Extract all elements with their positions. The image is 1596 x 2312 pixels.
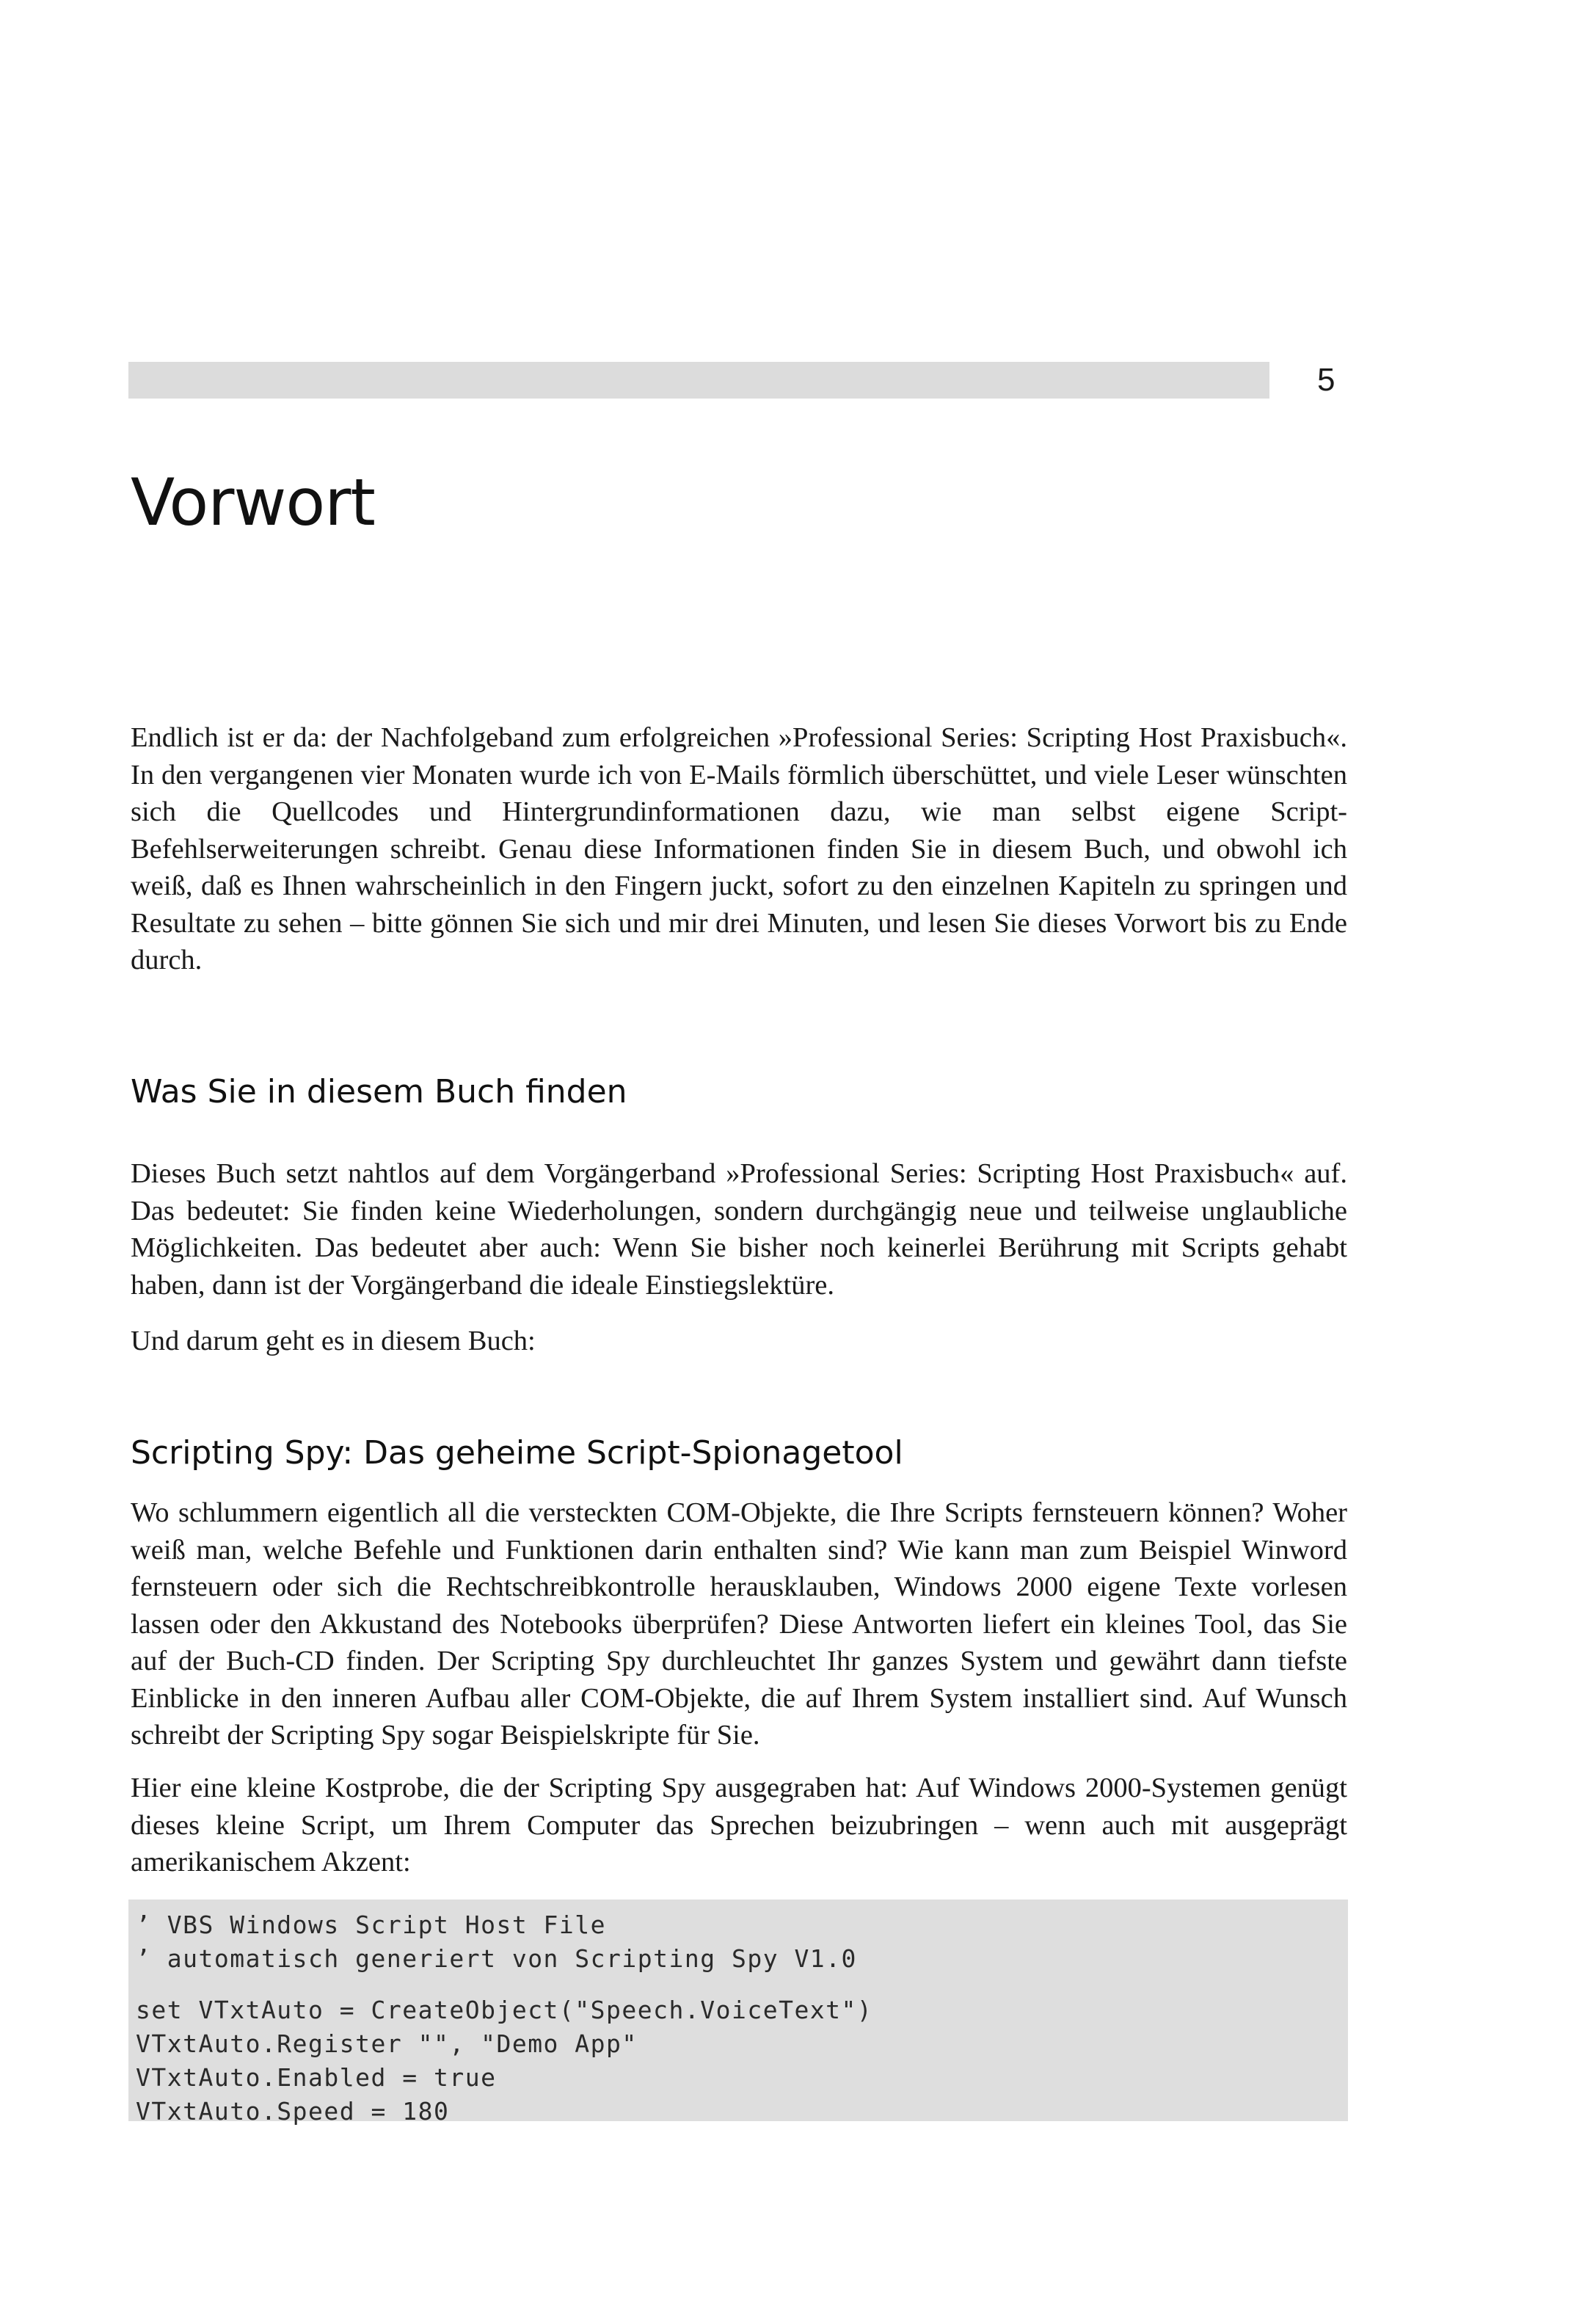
code-spacer <box>136 1976 1348 1993</box>
section-heading-scripting-spy: Scripting Spy: Das geheime Script-Spionagetool <box>131 1434 903 1472</box>
section-heading-buch-finden: Was Sie in diesem Buch finden <box>131 1073 627 1110</box>
code-comment-line: ’ VBS Windows Script Host File <box>136 1911 607 1939</box>
section2-paragraph-1: Wo schlummern eigentlich all die versteckten COM-Objekte, die Ihre Scripts fernsteuern können? Woher weiß man, welche Befehle und Funktionen darin enthalten sind? Wie kann man zum Beispiel Winword fernsteuern oder sich die Rechtschreibkontrolle herausklauben, Windows 2000 eigene Texte vorlesen lassen oder den Akkustand des Notebooks überprüfen? Diese Antworten liefert ein kleines Tool, das Sie auf der Buch-CD finden. Der Scripting Spy durchleuchtet Ihr ganzes System und gewährt dann tiefste Einblicke in den inneren Aufbau aller COM-Objekte, die auf Ihrem System installiert sind. Auf Wunsch schreibt der Scripting Spy sogar Beispielskripte für Sie. <box>131 1497 1347 1751</box>
page-number: 5 <box>1317 362 1336 398</box>
code-line: set VTxtAuto = CreateObject("Speech.VoiceText") <box>136 1996 873 2024</box>
code-listing <box>128 1900 1348 2126</box>
code-comment-line: ’ automatisch generiert von Scripting Spy V1.0 <box>136 1944 857 1973</box>
section1-paragraph-1: Dieses Buch setzt nahtlos auf dem Vorgängerband »Professional Series: Scripting Host Praxisbuch« auf. Das bedeutet: Sie finden keine Wiederholungen, sondern durchgängig neue und teilweise unglaubliche Möglichkeiten. Das bedeutet aber auch: Wenn Sie bisher noch keinerlei Berührung mit Scripts gehabt haben, dann ist der Vorgängerband die ideale Einstiegslektüre. <box>131 1158 1347 1301</box>
code-line: VTxtAuto.Register "", "Demo App" <box>136 2029 638 2058</box>
intro-paragraph: Endlich ist er da: der Nachfolgeband zum erfolgreichen »Professional Series: Scripting Host Praxisbuch«. In den vergangenen vier Monaten wurde ich von E-Mails förmlich überschüttet, und viele Leser wünschten sich die Quellcodes und Hintergrundinformationen dazu, wie man selbst eigene Script-Befehlserweiterungen schreibt. Genau diese Informationen finden Sie in diesem Buch, und obwohl ich weiß, daß es Ihnen wahrscheinlich in den Fingern juckt, sofort zu den einzelnen Kapiteln zu springen und Resultate zu sehen – bitte gönnen Sie sich und mir drei Minuten, und lesen Sie dieses Vorwort bis zu Ende durch. <box>131 722 1347 975</box>
code-line: VTxtAuto.Enabled = true <box>136 2063 497 2092</box>
code-line: VTxtAuto.Speed = 180 <box>136 2097 450 2126</box>
chapter-title: Vorwort <box>131 465 375 540</box>
section1-paragraph-2: Und darum geht es in diesem Buch: <box>131 1326 536 1356</box>
section2-paragraph-2: Hier eine kleine Kostprobe, die der Scripting Spy ausgegraben hat: Auf Windows 2000-Systemen genügt dieses kleine Script, um Ihrem Computer das Sprechen beizubringen – wenn auch mit ausgeprägt amerikanischem Akzent: <box>131 1773 1347 1877</box>
chapter-header-bar <box>128 362 1269 399</box>
